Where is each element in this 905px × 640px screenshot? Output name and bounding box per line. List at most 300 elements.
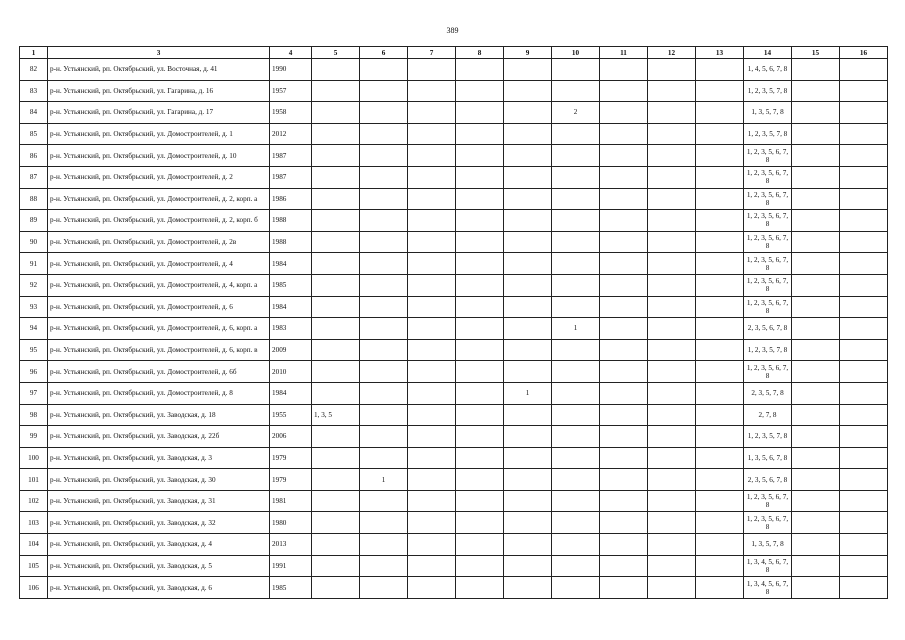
table-cell	[600, 555, 648, 577]
table-row	[20, 490, 888, 512]
table-cell	[408, 490, 456, 512]
table-cell	[552, 490, 600, 512]
table-cell	[360, 447, 408, 469]
table-cell: 95	[20, 339, 48, 361]
table-cell	[360, 555, 408, 577]
table-cell: 87	[20, 166, 48, 188]
table-cell: р-н. Устьянский, рп. Октябрьский, ул. Заводская, д. 6	[48, 577, 270, 599]
table-cell: 1991	[270, 555, 312, 577]
table-cell	[360, 210, 408, 232]
table-cell	[360, 490, 408, 512]
table-cell	[600, 188, 648, 210]
table-cell	[552, 188, 600, 210]
column-header: 1	[20, 47, 48, 59]
table-cell	[408, 426, 456, 448]
table-cell	[552, 426, 600, 448]
table-cell: р-н. Устьянский, рп. Октябрьский, ул. Домостроителей, д. 1	[48, 123, 270, 145]
table-cell: 1, 3, 4, 5, 6, 7, 8	[744, 555, 792, 577]
table-cell	[312, 318, 360, 340]
table-cell: 1, 2, 3, 5, 6, 7, 8	[744, 253, 792, 275]
table-cell	[456, 145, 504, 167]
table-cell	[600, 577, 648, 599]
table-cell: р-н. Устьянский, рп. Октябрьский, ул. Домостроителей, д. 6	[48, 296, 270, 318]
table-cell: р-н. Устьянский, рп. Октябрьский, ул. Домостроителей, д. 2, корп. б	[48, 210, 270, 232]
table-cell	[840, 210, 888, 232]
table-cell	[600, 361, 648, 383]
table-cell	[312, 274, 360, 296]
table-cell	[600, 210, 648, 232]
table-cell	[552, 274, 600, 296]
table-row	[20, 404, 888, 426]
table-cell: 1988	[270, 231, 312, 253]
table-cell: 104	[20, 534, 48, 556]
table-cell	[552, 210, 600, 232]
table-cell	[312, 555, 360, 577]
table-cell: 102	[20, 490, 48, 512]
table-cell	[840, 339, 888, 361]
table-cell	[504, 512, 552, 534]
table-cell: 103	[20, 512, 48, 534]
table-cell	[312, 166, 360, 188]
table-cell: 1979	[270, 447, 312, 469]
table-cell: 1957	[270, 80, 312, 102]
table-cell	[840, 490, 888, 512]
table-cell: 1, 3, 5, 6, 7, 8	[744, 447, 792, 469]
table-cell	[792, 555, 840, 577]
column-header: 7	[408, 47, 456, 59]
table-cell	[696, 490, 744, 512]
column-header: 13	[696, 47, 744, 59]
table-cell	[312, 123, 360, 145]
table-cell	[792, 361, 840, 383]
table-cell: 1986	[270, 188, 312, 210]
table-cell	[840, 318, 888, 340]
table-cell: 99	[20, 426, 48, 448]
table-cell	[360, 404, 408, 426]
table-cell	[552, 361, 600, 383]
table-cell	[648, 274, 696, 296]
table-cell	[792, 490, 840, 512]
table-cell: 2, 3, 5, 6, 7, 8	[744, 469, 792, 491]
table-cell	[408, 80, 456, 102]
table-cell: 94	[20, 318, 48, 340]
table-cell: р-н. Устьянский, рп. Октябрьский, ул. Домостроителей, д. 8	[48, 382, 270, 404]
table-cell: 2, 3, 5, 7, 8	[744, 382, 792, 404]
table-cell	[408, 361, 456, 383]
table-cell	[840, 188, 888, 210]
table-cell	[648, 382, 696, 404]
table-cell: 1, 2, 3, 5, 6, 7, 8	[744, 296, 792, 318]
table-cell	[696, 274, 744, 296]
table-cell	[408, 231, 456, 253]
column-header: 11	[600, 47, 648, 59]
table-cell	[648, 577, 696, 599]
table-cell	[792, 274, 840, 296]
table-cell	[840, 59, 888, 81]
table-cell	[648, 210, 696, 232]
table-cell	[360, 361, 408, 383]
table-cell	[312, 490, 360, 512]
table-row	[20, 339, 888, 361]
column-header: 5	[312, 47, 360, 59]
table-row	[20, 274, 888, 296]
table-cell	[648, 145, 696, 167]
column-header: 6	[360, 47, 408, 59]
table-cell	[504, 102, 552, 124]
table-cell	[504, 404, 552, 426]
table-cell	[456, 447, 504, 469]
table-cell	[360, 318, 408, 340]
table-cell: 1, 2, 3, 5, 7, 8	[744, 339, 792, 361]
table-cell: 1987	[270, 145, 312, 167]
table-cell	[504, 577, 552, 599]
table-cell	[360, 426, 408, 448]
table-cell	[648, 534, 696, 556]
table-cell	[840, 426, 888, 448]
table-cell	[360, 296, 408, 318]
table-cell	[840, 166, 888, 188]
table-cell	[504, 59, 552, 81]
table-cell	[552, 296, 600, 318]
table-row	[20, 188, 888, 210]
data-table	[19, 46, 888, 599]
table-cell	[504, 447, 552, 469]
table-cell	[696, 296, 744, 318]
table-cell	[456, 80, 504, 102]
table-cell	[408, 339, 456, 361]
table-cell: р-н. Устьянский, рп. Октябрьский, ул. Домостроителей, д. 6б	[48, 361, 270, 383]
table-row	[20, 123, 888, 145]
table-cell: 85	[20, 123, 48, 145]
table-cell	[408, 404, 456, 426]
table-cell: р-н. Устьянский, рп. Октябрьский, ул. Гагарина, д. 17	[48, 102, 270, 124]
table-cell	[792, 188, 840, 210]
table-cell: р-н. Устьянский, рп. Октябрьский, ул. Домостроителей, д. 6, корп. в	[48, 339, 270, 361]
table-cell: р-н. Устьянский, рп. Октябрьский, ул. Домостроителей, д. 10	[48, 145, 270, 167]
table-cell	[456, 210, 504, 232]
table-cell	[312, 253, 360, 275]
table-row	[20, 166, 888, 188]
table-cell	[600, 231, 648, 253]
table-cell	[792, 534, 840, 556]
table-cell: 1, 2, 3, 5, 7, 8	[744, 80, 792, 102]
table-cell	[840, 274, 888, 296]
table-cell	[312, 361, 360, 383]
table-cell	[360, 102, 408, 124]
table-cell	[696, 404, 744, 426]
table-cell: 1, 2, 3, 5, 7, 8	[744, 123, 792, 145]
table-cell	[504, 555, 552, 577]
table-cell	[408, 577, 456, 599]
table-cell: р-н. Устьянский, рп. Октябрьский, ул. Домостроителей, д. 2, корп. а	[48, 188, 270, 210]
table-cell	[840, 404, 888, 426]
table-cell	[600, 469, 648, 491]
table-cell	[552, 80, 600, 102]
table-cell	[360, 382, 408, 404]
table-cell	[600, 296, 648, 318]
table-cell	[792, 426, 840, 448]
table-cell	[408, 123, 456, 145]
table-cell: 86	[20, 145, 48, 167]
table-cell	[552, 512, 600, 534]
table-cell: 2012	[270, 123, 312, 145]
column-header: 9	[504, 47, 552, 59]
table-cell	[408, 102, 456, 124]
table-cell	[648, 166, 696, 188]
table-cell: р-н. Устьянский, рп. Октябрьский, ул. Домостроителей, д. 4	[48, 253, 270, 275]
table-cell	[504, 490, 552, 512]
table-cell: 91	[20, 253, 48, 275]
table-cell	[456, 59, 504, 81]
table-cell: 82	[20, 59, 48, 81]
table-cell: 1, 2, 3, 5, 6, 7, 8	[744, 188, 792, 210]
table-cell	[408, 210, 456, 232]
table-cell	[312, 296, 360, 318]
table-cell	[792, 59, 840, 81]
table-cell: 2	[552, 102, 600, 124]
table-cell: 96	[20, 361, 48, 383]
table-cell	[408, 296, 456, 318]
table-cell	[600, 80, 648, 102]
table-cell	[312, 469, 360, 491]
table-cell	[360, 231, 408, 253]
table-cell: 1, 2, 3, 5, 6, 7, 8	[744, 231, 792, 253]
column-header: 14	[744, 47, 792, 59]
table-cell	[552, 145, 600, 167]
table-row	[20, 253, 888, 275]
column-header: 10	[552, 47, 600, 59]
table-cell	[312, 512, 360, 534]
table-row	[20, 512, 888, 534]
table-cell: 1, 3, 5, 7, 8	[744, 102, 792, 124]
table-cell	[552, 166, 600, 188]
table-cell	[360, 145, 408, 167]
table-cell	[552, 534, 600, 556]
table-cell: 84	[20, 102, 48, 124]
table-cell: 105	[20, 555, 48, 577]
table-cell	[648, 318, 696, 340]
table-cell	[552, 404, 600, 426]
table-cell: 1981	[270, 490, 312, 512]
table-cell	[648, 102, 696, 124]
table-cell	[792, 145, 840, 167]
table-cell	[456, 382, 504, 404]
table-cell	[408, 166, 456, 188]
table-cell: 2013	[270, 534, 312, 556]
table-cell	[648, 469, 696, 491]
table-cell	[456, 534, 504, 556]
table-cell	[312, 577, 360, 599]
table-cell: 1, 3, 4, 5, 6, 7, 8	[744, 577, 792, 599]
table-cell	[840, 145, 888, 167]
table-cell: 1	[360, 469, 408, 491]
table-cell	[456, 231, 504, 253]
table-cell	[552, 59, 600, 81]
table-row	[20, 382, 888, 404]
table-cell: 97	[20, 382, 48, 404]
table-cell	[840, 231, 888, 253]
table-cell	[792, 382, 840, 404]
table-cell: 1, 2, 3, 5, 6, 7, 8	[744, 210, 792, 232]
table-cell	[600, 512, 648, 534]
table-cell: 1983	[270, 318, 312, 340]
table-cell	[696, 469, 744, 491]
table-cell	[792, 512, 840, 534]
table-cell	[600, 59, 648, 81]
table-cell: р-н. Устьянский, рп. Октябрьский, ул. Заводская, д. 22б	[48, 426, 270, 448]
table-cell: р-н. Устьянский, рп. Октябрьский, ул. Заводская, д. 5	[48, 555, 270, 577]
table-cell	[456, 469, 504, 491]
table-cell: р-н. Устьянский, рп. Октябрьский, ул. Домостроителей, д. 6, корп. а	[48, 318, 270, 340]
table-cell	[792, 231, 840, 253]
table-body	[20, 59, 888, 599]
table-cell: 100	[20, 447, 48, 469]
table-cell: 1	[552, 318, 600, 340]
column-header: 8	[456, 47, 504, 59]
table-cell	[792, 577, 840, 599]
table-cell	[696, 361, 744, 383]
table-cell	[696, 512, 744, 534]
table-cell: 1, 2, 3, 5, 6, 7, 8	[744, 512, 792, 534]
table-cell: 88	[20, 188, 48, 210]
table-cell	[312, 382, 360, 404]
table-cell	[840, 512, 888, 534]
table-header-row	[20, 47, 888, 59]
table-cell	[696, 123, 744, 145]
table-cell	[312, 447, 360, 469]
table-cell	[696, 231, 744, 253]
table-cell: 83	[20, 80, 48, 102]
table-cell: 92	[20, 274, 48, 296]
table-cell	[696, 102, 744, 124]
table-cell	[456, 339, 504, 361]
table-cell	[696, 59, 744, 81]
table-cell	[312, 145, 360, 167]
table-cell	[504, 534, 552, 556]
table-cell	[648, 231, 696, 253]
table-cell	[504, 339, 552, 361]
table-cell	[648, 123, 696, 145]
table-row	[20, 555, 888, 577]
table-row	[20, 577, 888, 599]
table-cell: 1	[504, 382, 552, 404]
table-cell	[408, 253, 456, 275]
table-cell	[600, 339, 648, 361]
column-header: 15	[792, 47, 840, 59]
table-cell	[840, 80, 888, 102]
table-cell: р-н. Устьянский, рп. Октябрьский, ул. Заводская, д. 30	[48, 469, 270, 491]
table-cell	[504, 253, 552, 275]
table-cell: 1955	[270, 404, 312, 426]
table-cell	[792, 469, 840, 491]
table-cell: 1, 3, 5, 7, 8	[744, 534, 792, 556]
table-row	[20, 210, 888, 232]
table-cell	[792, 253, 840, 275]
table-cell	[648, 253, 696, 275]
table-cell	[504, 166, 552, 188]
table-cell	[600, 145, 648, 167]
table-cell	[504, 123, 552, 145]
table-cell: 98	[20, 404, 48, 426]
table-cell	[648, 361, 696, 383]
table-cell	[552, 555, 600, 577]
table-cell	[840, 469, 888, 491]
table-cell	[456, 274, 504, 296]
table-cell: р-н. Устьянский, рп. Октябрьский, ул. Восточная, д. 41	[48, 59, 270, 81]
table-cell	[504, 318, 552, 340]
table-cell	[552, 123, 600, 145]
table-cell	[600, 534, 648, 556]
table-cell	[360, 123, 408, 145]
table-cell	[552, 382, 600, 404]
table-cell: 106	[20, 577, 48, 599]
table-cell: 2009	[270, 339, 312, 361]
table-cell	[648, 59, 696, 81]
table-cell	[792, 404, 840, 426]
table-cell	[408, 318, 456, 340]
table-cell	[456, 123, 504, 145]
table-cell	[456, 166, 504, 188]
table-cell	[456, 555, 504, 577]
table-row	[20, 102, 888, 124]
table-cell	[648, 404, 696, 426]
table-cell	[600, 102, 648, 124]
table-cell	[696, 80, 744, 102]
table-cell	[504, 145, 552, 167]
table-cell	[648, 80, 696, 102]
table-cell	[792, 447, 840, 469]
table-cell: 101	[20, 469, 48, 491]
table-cell: 1, 2, 3, 5, 6, 7, 8	[744, 361, 792, 383]
table-cell: 1985	[270, 274, 312, 296]
table-cell	[648, 512, 696, 534]
table-cell: 1988	[270, 210, 312, 232]
table-cell	[792, 339, 840, 361]
table-cell	[552, 469, 600, 491]
table-cell: р-н. Устьянский, рп. Октябрьский, ул. Домостроителей, д. 2	[48, 166, 270, 188]
table-cell	[840, 123, 888, 145]
column-header: 4	[270, 47, 312, 59]
table-cell	[552, 447, 600, 469]
table-cell: 1, 2, 3, 5, 6, 7, 8	[744, 166, 792, 188]
table-cell	[792, 296, 840, 318]
table-cell	[648, 339, 696, 361]
table-cell	[792, 123, 840, 145]
table-cell: 89	[20, 210, 48, 232]
table-row	[20, 469, 888, 491]
table-cell: р-н. Устьянский, рп. Октябрьский, ул. Заводская, д. 4	[48, 534, 270, 556]
table-cell	[792, 210, 840, 232]
table-cell	[312, 80, 360, 102]
table-cell: 1, 2, 3, 5, 6, 7, 8	[744, 490, 792, 512]
table-cell	[504, 426, 552, 448]
table-cell	[408, 188, 456, 210]
table-cell	[792, 166, 840, 188]
table-cell	[648, 555, 696, 577]
table-cell	[408, 145, 456, 167]
table-cell	[600, 490, 648, 512]
table-cell	[600, 426, 648, 448]
table-cell: р-н. Устьянский, рп. Октябрьский, ул. Домостроителей, д. 4, корп. а	[48, 274, 270, 296]
table-cell	[312, 210, 360, 232]
table-cell	[600, 253, 648, 275]
table-cell	[408, 512, 456, 534]
table-cell	[600, 447, 648, 469]
table-cell	[552, 231, 600, 253]
table-cell	[504, 188, 552, 210]
table-cell	[504, 296, 552, 318]
table-cell	[552, 339, 600, 361]
